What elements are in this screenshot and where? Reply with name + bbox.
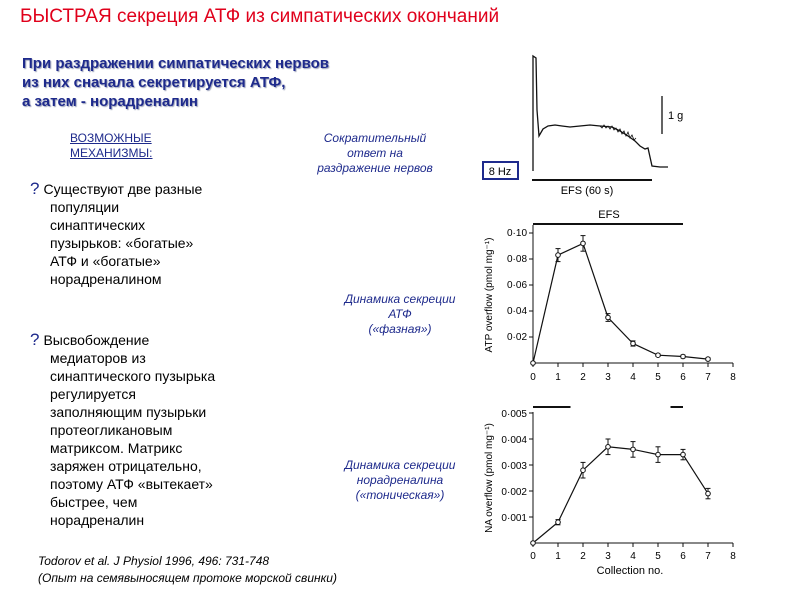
caption-line: АТФ <box>388 307 412 321</box>
bullet-line: популяции <box>50 199 120 215</box>
x-tick-label: 8 <box>730 551 736 562</box>
x-tick-label: 2 <box>580 372 586 383</box>
x-tick-label: 0 <box>530 372 536 383</box>
y-tick-label: 0·04 <box>506 306 527 317</box>
x-tick-label: 4 <box>630 372 636 383</box>
bullet-first-line: Высвобождение <box>43 332 150 348</box>
data-point <box>656 353 661 358</box>
caption-line: Динамика секреции <box>344 292 456 306</box>
caption-line: («тоническая») <box>355 488 445 502</box>
x-tick-label: 7 <box>705 551 711 562</box>
y-tick-label: 0·06 <box>506 280 527 291</box>
bullet-line: синаптических <box>50 217 146 233</box>
data-point <box>556 253 561 258</box>
data-point <box>531 361 536 366</box>
subtitle-line: При раздражении симпатических нервов <box>22 55 329 72</box>
x-tick-label: 6 <box>680 551 686 562</box>
bullet-line: матриксом. Матрикс <box>50 440 183 456</box>
caption-line: Динамика секреции <box>344 458 456 472</box>
na-chart <box>484 407 736 577</box>
data-point <box>681 354 686 359</box>
bullet-line: заполняющим пузырьки <box>50 404 207 420</box>
reference-line: Todorov et al. J Physiol 1996, 496: 731-748 <box>38 554 270 568</box>
efs-label: EFS <box>598 209 620 221</box>
scale-label: 1 g <box>668 110 684 122</box>
x-tick-label: 5 <box>655 551 661 562</box>
bullet-line: быстрее, чем <box>50 494 138 510</box>
y-axis-label: NA overflow (pmol mg⁻¹) <box>484 423 495 533</box>
y-tick-label: 0·02 <box>506 332 527 343</box>
bullet-line: пузырьков: «богатые» <box>50 235 194 251</box>
slide-title: БЫСТРАЯ секреция АТФ из симпатических окончаний <box>20 6 500 27</box>
data-point <box>706 357 711 362</box>
y-tick-label: 0·10 <box>506 228 527 239</box>
x-tick-label: 7 <box>705 372 711 383</box>
mechanisms-heading-line: ВОЗМОЖНЫЕ <box>70 131 152 145</box>
y-tick-label: 0·004 <box>501 435 527 446</box>
bullet-line: синаптического пузырька <box>50 368 216 384</box>
data-point <box>556 520 561 525</box>
bullet-line: АТФ и «богатые» <box>50 253 161 269</box>
x-tick-label: 1 <box>555 372 561 383</box>
data-point <box>606 315 611 320</box>
series-line <box>533 447 708 543</box>
y-tick-label: 0·003 <box>501 461 527 472</box>
data-point <box>706 491 711 496</box>
force-trace-line <box>533 56 668 171</box>
atp-chart <box>484 209 736 383</box>
subtitle-line: а затем - норадреналин <box>22 93 198 110</box>
bullet-line: поэтому АТФ «вытекает» <box>50 476 213 492</box>
bullet-line: регулируется <box>50 386 136 402</box>
data-point <box>581 241 586 246</box>
caption-line: ответ на <box>347 146 403 160</box>
caption-line: («фазная») <box>368 322 432 336</box>
y-tick-label: 0·08 <box>506 254 527 265</box>
x-tick-label: 0 <box>530 551 536 562</box>
bullet-mark: ? <box>30 179 40 198</box>
x-axis-label: Collection no. <box>596 565 664 577</box>
bullet-line: норадреналин <box>50 512 145 528</box>
bullet-line: заряжен отрицательно, <box>50 458 202 474</box>
data-point <box>631 447 636 452</box>
subtitle-line: из них сначала секретируется АТФ, <box>22 74 286 91</box>
x-tick-label: 6 <box>680 372 686 383</box>
contraction-trace <box>483 56 683 197</box>
data-point <box>531 541 536 546</box>
y-axis-label: ATP overflow (pmol mg⁻¹) <box>484 237 495 353</box>
caption-line: норадреналина <box>356 473 444 487</box>
bullet-line: протеогликановым <box>50 422 173 438</box>
trace-noise <box>600 125 636 140</box>
data-point <box>681 452 686 457</box>
bullet-mark: ? <box>30 330 40 349</box>
x-tick-label: 3 <box>605 372 611 383</box>
x-tick-label: 3 <box>605 551 611 562</box>
data-point <box>631 341 636 346</box>
x-tick-label: 2 <box>580 551 586 562</box>
y-tick-label: 0·001 <box>501 513 527 524</box>
y-tick-label: 0·002 <box>501 487 527 498</box>
x-tick-label: 1 <box>555 551 561 562</box>
reference-line: (Опыт на семявыносящем протоке морской свинки) <box>38 571 337 585</box>
x-tick-label: 5 <box>655 372 661 383</box>
data-point <box>606 445 611 450</box>
x-tick-label: 8 <box>730 372 736 383</box>
data-point <box>656 452 661 457</box>
caption-line: раздражение нервов <box>317 161 433 175</box>
mechanisms-heading-line: МЕХАНИЗМЫ: <box>70 146 153 160</box>
stim-label: EFS (60 s) <box>560 185 614 197</box>
bullet-line: медиаторов из <box>50 350 146 366</box>
x-tick-label: 4 <box>630 551 636 562</box>
data-point <box>581 468 586 473</box>
caption-line: Сократительный <box>323 131 427 145</box>
y-tick-label: 0·005 <box>501 409 527 420</box>
bullet-first-line: Существуют две разные <box>43 181 203 197</box>
bullet-line: норадреналином <box>50 271 162 287</box>
freq-label: 8 Hz <box>488 166 512 178</box>
